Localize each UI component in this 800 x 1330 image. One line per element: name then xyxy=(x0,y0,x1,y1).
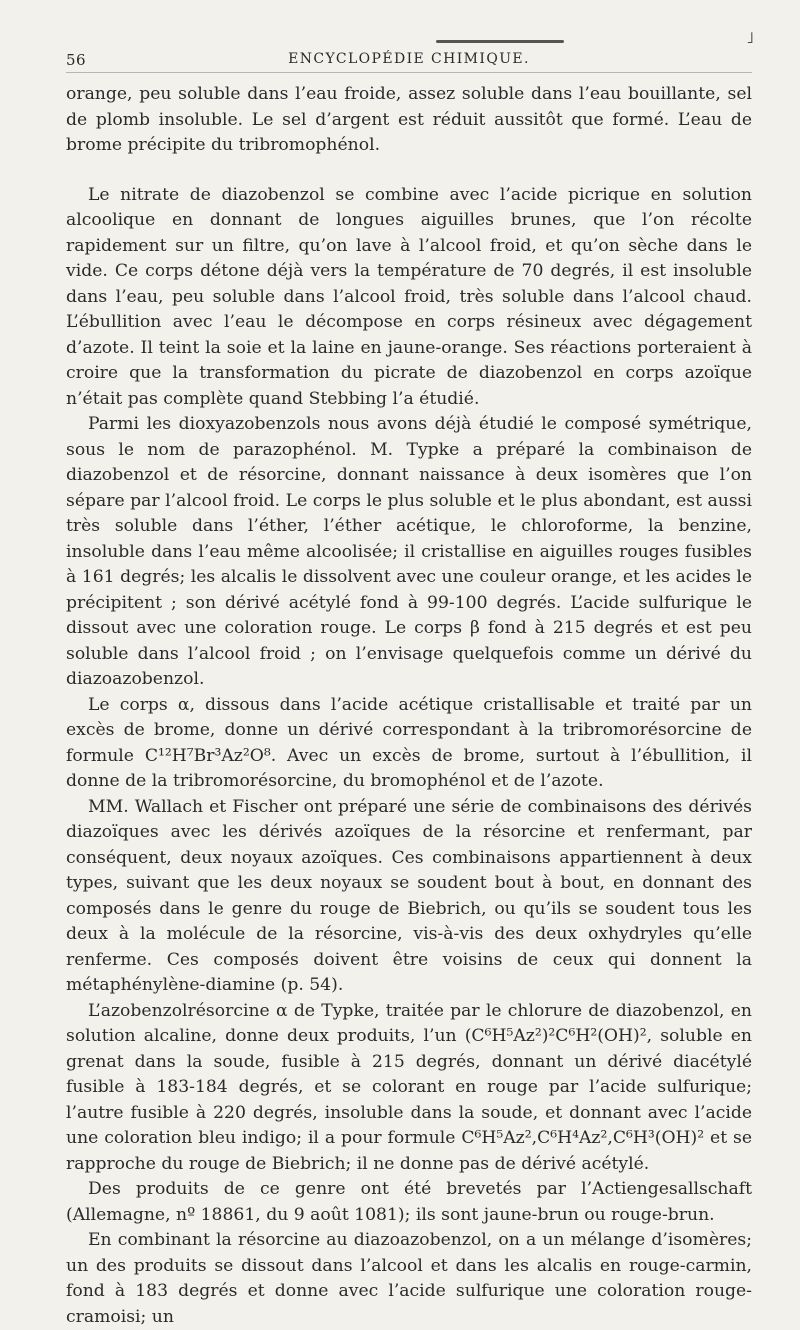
paragraph-picrate: Le nitrate de diazobenzol se combine avec l’acide picrique en solution alcoolique en donnant de longues aiguilles brunes, que l’on récolte rapidement sur un filtre, qu’on lave à l’alcool froid, et qu’on sèche dans le vide. Ce corps détone déjà vers la température de 70 degrés, il est insoluble dans l’eau, peu soluble dans l’alcool froid, très soluble dans l’alcool chaud. L’ébullition avec l’eau le décompose en corps résineux avec dégagement d’azote. Il teint la soie et la laine en jaune-orange. Ses réactions porteraient à croire que la transformation du picrate de diazobenzol en corps azoïque n’était pas complète quand Stebbing l’a étudié. xyxy=(66,184,752,409)
header-ornament xyxy=(436,40,564,43)
paragraph-diazoazobenzol: En combinant la résorcine au diazoazobenzol, on a un mélange d’isomères; un des produits se dissout dans l’alcool et dans les alcalis en rouge-carmin, fond à 183 degrés et donne avec l’acide sulfurique une coloration rouge-cramoisi; un xyxy=(66,1230,752,1327)
page-number: 56 xyxy=(66,51,87,69)
paragraph-alpha-body: Le corps α, dissous dans l’acide acétique cristallisable et traité par un excès de brome, donne un dérivé correspondant à la tribromorésorcine de formule C¹²H⁷Br³Az²O⁸. Avec un excès de brome, surtout à l’ébullition, il donne de la tribromorésorcine, du bromophénol et de l’azote. xyxy=(66,694,752,791)
paragraph-wallach-fischer: MM. Wallach et Fischer ont préparé une série de combinaisons des dérivés diazoïques avec les dérivés azoïques de la résorcine et renfermant, par conséquent, deux noyaux azoïques. Ces combinaisons appartiennent à deux types, suivant que les deux noyaux se soudent bout à bout, en donnant des composés dans le genre du rouge de Biebrich, ou qu’ils se soudent tous les deux à la molécule de la résorcine, vis-à-vis des deux oxhydryles qu’elle renferme. Ces composés doivent être voisins de ceux qui donnent la métaphénylène-diamine (p. 54). xyxy=(66,796,752,995)
page-header xyxy=(66,46,752,73)
corner-mark: ˩ xyxy=(746,28,754,47)
paragraph-patents: Des produits de ce genre ont été brevetés par l’Actiengesallschaft (Allemagne, nº 18861, du 9 août 1081); ils sont jaune-brun ou rouge-brun. xyxy=(66,1179,752,1225)
running-title: ENCYCLOPÉDIE CHIMIQUE. xyxy=(288,51,530,67)
paragraph-continuation: orange, peu soluble dans l’eau froide, assez soluble dans l’eau bouillante, sel de plomb insoluble. Le sel d’argent est réduit aussitôt que formé. L’eau de brome précipite du tribromophénol. xyxy=(66,84,752,155)
page-body xyxy=(66,82,752,1330)
paragraph-azobenzolresorcine: L’azobenzolrésorcine α de Typke, traitée par le chlorure de diazobenzol, en solution alcaline, donne deux produits, l’un (C⁶H⁵Az²)²C⁶H²(OH)², soluble en grenat dans la soude, fusible à 215 degrés, donnant un dérivé diacétylé fusible à 183-184 degrés, et se colorant en rouge par l’acide sulfurique; l’autre fusible à 220 degrés, insoluble dans la soude, et donnant avec l’acide une coloration bleu indigo; il a pour formule C⁶H⁵Az²,C⁶H⁴Az²,C⁶H³(OH)² et se rapproche du rouge de Biebrich; il ne donne pas de dérivé acétylé. xyxy=(66,1000,752,1174)
paragraph-dioxyazobenzols: Parmi les dioxyazobenzols nous avons déjà étudié le composé symétrique, sous le nom de parazophénol. M. Typke a préparé la combinaison de diazobenzol et de résorcine, donnant naissance à deux isomères que l’on sépare par l’alcool froid. Le corps le plus soluble et le plus abondant, est aussi très soluble dans l’éther, l’éther acétique, le chloroforme, la benzine, insoluble dans l’eau même alcoolisée; il cristallise en aiguilles rouges fusibles à 161 degrés; les alcalis le dissolvent avec une couleur orange, et les acides le précipitent ; son dérivé acétylé fond à 99-100 degrés. L’acide sulfurique le dissout avec une coloration rouge. Le corps β fond à 215 degrés et est peu soluble dans l’alcool froid ; on l’envisage quelquefois comme un dérivé du diazoazobenzol. xyxy=(66,414,752,689)
